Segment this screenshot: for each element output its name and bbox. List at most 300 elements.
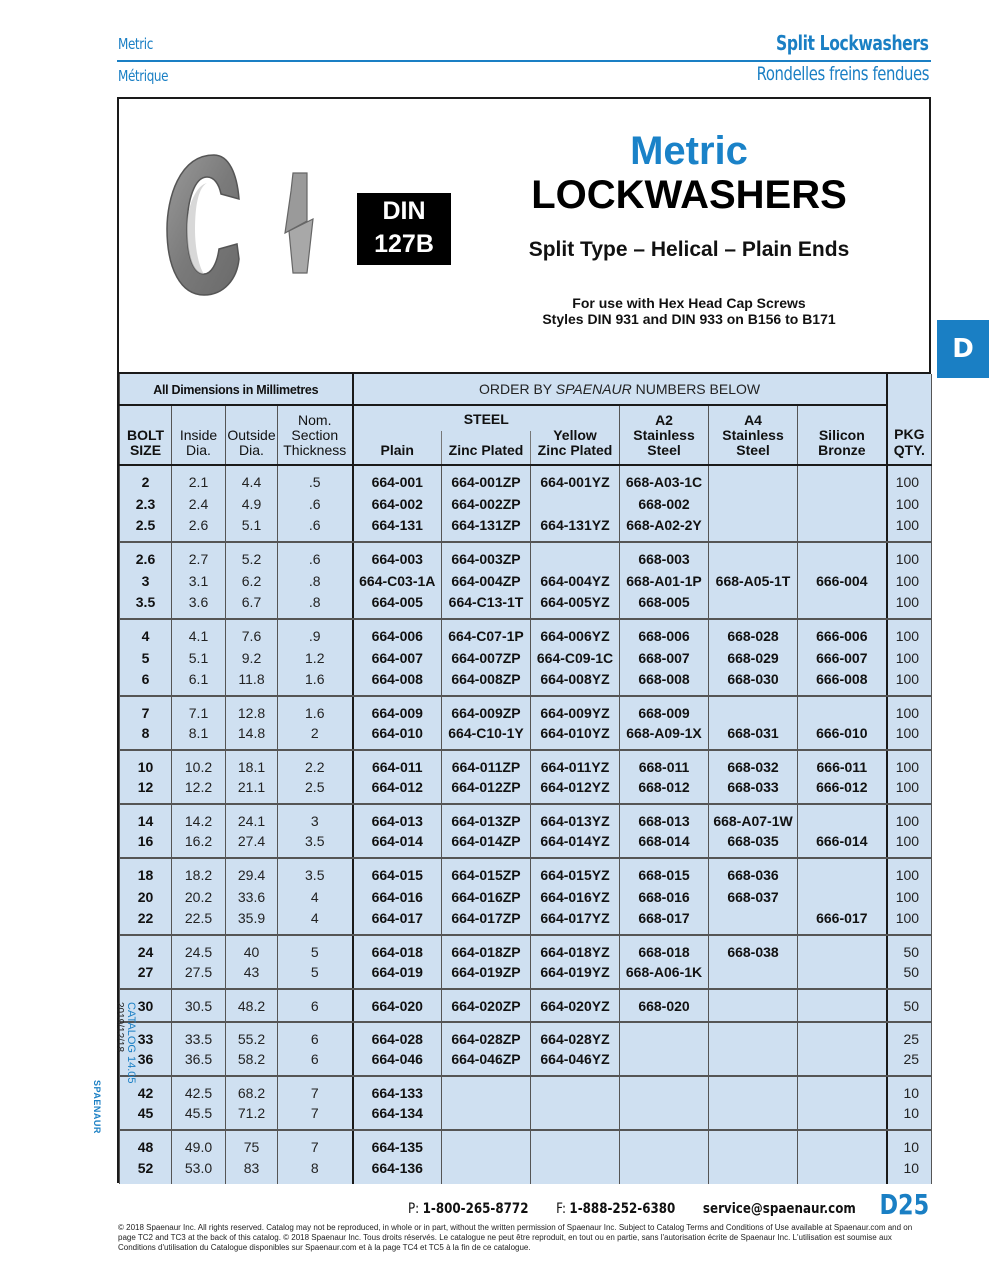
spaenaur-logo: SPAENAUR — [92, 1080, 102, 1134]
cell-steel-zinc: 664-009ZP — [442, 696, 531, 723]
cell-a4-stainless — [709, 1049, 798, 1076]
cell-thickness: 1.6 — [278, 696, 353, 723]
cell-thickness: 2 — [278, 723, 353, 750]
cell-thickness: 5 — [278, 962, 353, 989]
cell-steel-yellow-zinc: 664-017YZ — [531, 908, 620, 935]
page-number: D25 — [879, 1188, 929, 1221]
cell-a2-stainless — [620, 1049, 709, 1076]
cell-pkg-qty: 100 — [887, 592, 932, 619]
cell-bolt-size: 2 — [120, 465, 172, 492]
cell-a4-stainless — [709, 696, 798, 723]
cell-thickness: 2.5 — [278, 777, 353, 804]
table-row — [120, 592, 932, 619]
cell-steel-zinc — [442, 1076, 531, 1103]
cell-outside-dia: 14.8 — [226, 723, 278, 750]
cell-steel-plain: 664-019 — [353, 962, 442, 989]
cell-outside-dia: 43 — [226, 962, 278, 989]
cell-inside-dia: 2.7 — [172, 542, 226, 569]
cell-steel-zinc: 664-C10-1Y — [442, 723, 531, 750]
cell-inside-dia: 27.5 — [172, 962, 226, 989]
din-label: DIN — [382, 197, 426, 225]
cell-steel-plain: 664-131 — [353, 515, 442, 542]
cell-pkg-qty: 100 — [887, 492, 932, 515]
cell-thickness: 4 — [278, 885, 353, 908]
cell-bolt-size: 3 — [120, 569, 172, 592]
cell-bolt-size: 36 — [120, 1049, 172, 1076]
cell-steel-zinc: 664-002ZP — [442, 492, 531, 515]
cell-thickness: .8 — [278, 592, 353, 619]
cell-steel-plain: 664-015 — [353, 858, 442, 885]
table-row — [120, 1049, 932, 1076]
cell-a4-stainless — [709, 492, 798, 515]
cell-steel-zinc: 664-015ZP — [442, 858, 531, 885]
cell-a4-stainless — [709, 908, 798, 935]
cell-steel-yellow-zinc: 664-020YZ — [531, 989, 620, 1022]
cell-thickness: 6 — [278, 1022, 353, 1049]
cell-inside-dia: 49.0 — [172, 1130, 226, 1157]
cell-a4-stainless: 668-A05-1T — [709, 569, 798, 592]
cell-steel-zinc: 664-020ZP — [442, 989, 531, 1022]
cell-a2-stainless — [620, 1157, 709, 1184]
email-link[interactable]: service@spaenaur.com — [702, 1201, 856, 1217]
cell-steel-zinc: 664-019ZP — [442, 962, 531, 989]
cell-silicon-bronze — [798, 1103, 887, 1130]
cell-outside-dia: 35.9 — [226, 908, 278, 935]
cell-steel-zinc: 664-131ZP — [442, 515, 531, 542]
legal-notice: © 2018 Spaenaur Inc. All rights reserved. Catalog may not be reproduced, in whole or in part, without the written permission of Spaenaur Inc. Subject to Catalog Terms and Conditions of Use available at Spaenaur.com and on page TC2 and TC3 at the back of this catalog. © 2018 Spaenaur Inc. Tous droits réservés. Le catalogue ne peut être reproduit, en tout ou en partie, sans l'autorisation écrite de Spaenaur Inc. L'utilisation est soumise aux Conditions d'utilisation du Catalogue disponibles sur Spaenaur.com et à la page TC4 et TC5 à la fin de ce catalogue. — [118, 1223, 913, 1252]
table-row — [120, 696, 932, 723]
cell-pkg-qty: 100 — [887, 858, 932, 885]
cell-steel-zinc: 664-001ZP — [442, 465, 531, 492]
cell-silicon-bronze — [798, 1022, 887, 1049]
cell-steel-yellow-zinc: 664-028YZ — [531, 1022, 620, 1049]
cell-steel-yellow-zinc: 664-C09-1C — [531, 646, 620, 669]
cell-outside-dia: 9.2 — [226, 646, 278, 669]
col-outside-dia: Outside Dia. — [226, 405, 278, 465]
cell-steel-yellow-zinc: 664-046YZ — [531, 1049, 620, 1076]
cell-steel-yellow-zinc — [531, 542, 620, 569]
cell-pkg-qty: 100 — [887, 542, 932, 569]
cell-steel-yellow-zinc: 664-014YZ — [531, 831, 620, 858]
cell-a2-stainless: 668-A02-2Y — [620, 515, 709, 542]
cell-pkg-qty: 100 — [887, 885, 932, 908]
order-by-header: ORDER BY SPAENAUR NUMBERS BELOW — [353, 374, 887, 405]
cell-inside-dia: 30.5 — [172, 989, 226, 1022]
cell-a2-stainless: 668-003 — [620, 542, 709, 569]
catalog-number: CATALOG 14.05 — [125, 1002, 137, 1084]
cell-steel-yellow-zinc: 664-012YZ — [531, 777, 620, 804]
phone[interactable]: P: 1-800-265-8772 — [408, 1201, 529, 1217]
cell-bolt-size: 4 — [120, 619, 172, 646]
cell-outside-dia: 12.8 — [226, 696, 278, 723]
cell-silicon-bronze — [798, 542, 887, 569]
cell-a2-stainless: 668-A03-1C — [620, 465, 709, 492]
cell-bolt-size: 33 — [120, 1022, 172, 1049]
header-section-title-fr: Rondelles freins fendues — [756, 63, 929, 85]
cell-a2-stainless: 668-A06-1K — [620, 962, 709, 989]
cell-inside-dia: 6.1 — [172, 669, 226, 696]
usage-line-1: For use with Hex Head Cap Screws — [572, 295, 806, 311]
header-metric-en: Metric — [118, 35, 153, 53]
cell-steel-plain: 664-008 — [353, 669, 442, 696]
dimensions-header: All Dimensions in Millimetres — [120, 374, 353, 405]
cell-pkg-qty: 50 — [887, 989, 932, 1022]
cell-a2-stainless: 668-009 — [620, 696, 709, 723]
col-bolt-size: BOLT SIZE — [120, 405, 172, 465]
cell-bolt-size: 6 — [120, 669, 172, 696]
cell-bolt-size: 7 — [120, 696, 172, 723]
cell-a4-stainless — [709, 1130, 798, 1157]
cell-pkg-qty: 100 — [887, 619, 932, 646]
cell-outside-dia: 58.2 — [226, 1049, 278, 1076]
cell-a4-stainless: 668-035 — [709, 831, 798, 858]
title-panel — [119, 99, 929, 374]
cell-silicon-bronze — [798, 885, 887, 908]
cell-steel-plain: 664-136 — [353, 1157, 442, 1184]
cell-steel-plain: 664-007 — [353, 646, 442, 669]
cell-steel-yellow-zinc: 664-018YZ — [531, 935, 620, 962]
table-row — [120, 989, 932, 1022]
cell-thickness: 6 — [278, 1049, 353, 1076]
cell-thickness: 7 — [278, 1130, 353, 1157]
cell-pkg-qty: 100 — [887, 723, 932, 750]
cell-bolt-size: 52 — [120, 1157, 172, 1184]
cell-thickness: 1.2 — [278, 646, 353, 669]
cell-steel-plain: 664-046 — [353, 1049, 442, 1076]
cell-steel-plain: 664-016 — [353, 885, 442, 908]
cell-thickness: 6 — [278, 989, 353, 1022]
col-a4-stainless: A4 Stainless Steel — [709, 405, 798, 465]
cell-inside-dia: 2.1 — [172, 465, 226, 492]
usage-line-2: Styles DIN 931 and DIN 933 on B156 to B171 — [542, 311, 836, 327]
cell-thickness: .6 — [278, 542, 353, 569]
cell-pkg-qty: 10 — [887, 1076, 932, 1103]
cell-pkg-qty: 50 — [887, 935, 932, 962]
cell-bolt-size: 48 — [120, 1130, 172, 1157]
table-row — [120, 858, 932, 885]
cell-bolt-size: 20 — [120, 885, 172, 908]
cell-a2-stainless: 668-002 — [620, 492, 709, 515]
table-row — [120, 777, 932, 804]
cell-silicon-bronze: 666-011 — [798, 750, 887, 777]
cell-outside-dia: 5.2 — [226, 542, 278, 569]
cell-bolt-size: 42 — [120, 1076, 172, 1103]
cell-pkg-qty: 50 — [887, 962, 932, 989]
cell-silicon-bronze — [798, 858, 887, 885]
cell-pkg-qty: 100 — [887, 750, 932, 777]
cell-inside-dia: 14.2 — [172, 804, 226, 831]
cell-silicon-bronze — [798, 492, 887, 515]
cell-outside-dia: 55.2 — [226, 1022, 278, 1049]
spec-table-body — [120, 465, 932, 1184]
cell-thickness: .6 — [278, 515, 353, 542]
cell-pkg-qty: 100 — [887, 696, 932, 723]
cell-outside-dia: 71.2 — [226, 1103, 278, 1130]
cell-pkg-qty: 100 — [887, 465, 932, 492]
cell-steel-yellow-zinc: 664-011YZ — [531, 750, 620, 777]
cell-pkg-qty: 100 — [887, 669, 932, 696]
cell-inside-dia: 2.6 — [172, 515, 226, 542]
cell-steel-zinc: 664-007ZP — [442, 646, 531, 669]
title-metric: Metric — [630, 129, 748, 173]
cell-pkg-qty: 100 — [887, 908, 932, 935]
cell-inside-dia: 8.1 — [172, 723, 226, 750]
cell-silicon-bronze: 666-007 — [798, 646, 887, 669]
col-steel-plain: Plain — [353, 431, 442, 465]
table-row — [120, 1076, 932, 1103]
cell-a4-stainless: 668-028 — [709, 619, 798, 646]
cell-steel-zinc: 664-017ZP — [442, 908, 531, 935]
cell-a2-stainless: 668-A01-1P — [620, 569, 709, 592]
cell-steel-yellow-zinc — [531, 1157, 620, 1184]
cell-bolt-size: 27 — [120, 962, 172, 989]
cell-steel-zinc: 664-008ZP — [442, 669, 531, 696]
cell-steel-plain: 664-134 — [353, 1103, 442, 1130]
cell-a2-stainless — [620, 1103, 709, 1130]
cell-thickness: 2.2 — [278, 750, 353, 777]
cell-steel-plain: 664-005 — [353, 592, 442, 619]
cell-inside-dia: 20.2 — [172, 885, 226, 908]
cell-inside-dia: 3.1 — [172, 569, 226, 592]
cell-inside-dia: 16.2 — [172, 831, 226, 858]
cell-inside-dia: 53.0 — [172, 1157, 226, 1184]
table-row — [120, 804, 932, 831]
cell-steel-zinc — [442, 1130, 531, 1157]
table-row — [120, 619, 932, 646]
table-row — [120, 1103, 932, 1130]
cell-a2-stainless: 668-018 — [620, 935, 709, 962]
cell-a4-stainless: 668-030 — [709, 669, 798, 696]
cell-bolt-size: 30 — [120, 989, 172, 1022]
cell-silicon-bronze: 666-014 — [798, 831, 887, 858]
cell-a4-stainless — [709, 542, 798, 569]
din-number: 127B — [374, 230, 434, 258]
split-washer-front-icon — [159, 149, 249, 299]
cell-steel-zinc: 664-004ZP — [442, 569, 531, 592]
col-inside-dia: Inside Dia. — [172, 405, 226, 465]
header-section-title-en: Split Lockwashers — [776, 31, 929, 55]
cell-pkg-qty: 100 — [887, 646, 932, 669]
cell-steel-yellow-zinc: 664-001YZ — [531, 465, 620, 492]
cell-outside-dia: 48.2 — [226, 989, 278, 1022]
cell-a4-stainless — [709, 465, 798, 492]
table-row — [120, 1130, 932, 1157]
table-row — [120, 831, 932, 858]
cell-outside-dia: 6.7 — [226, 592, 278, 619]
table-row — [120, 515, 932, 542]
cell-steel-plain: 664-003 — [353, 542, 442, 569]
cell-thickness: .6 — [278, 492, 353, 515]
cell-bolt-size: 2.6 — [120, 542, 172, 569]
catalog-date: 2019/12/18 — [114, 1002, 125, 1053]
cell-steel-yellow-zinc: 664-013YZ — [531, 804, 620, 831]
cell-outside-dia: 7.6 — [226, 619, 278, 646]
cell-thickness: 5 — [278, 935, 353, 962]
table-row — [120, 1022, 932, 1049]
cell-thickness: 3.5 — [278, 831, 353, 858]
cell-a2-stainless: 668-015 — [620, 858, 709, 885]
table-row — [120, 542, 932, 569]
cell-silicon-bronze: 666-017 — [798, 908, 887, 935]
cell-a2-stainless: 668-A09-1X — [620, 723, 709, 750]
cell-inside-dia: 22.5 — [172, 908, 226, 935]
cell-steel-yellow-zinc — [531, 1130, 620, 1157]
cell-silicon-bronze — [798, 1157, 887, 1184]
cell-inside-dia: 7.1 — [172, 696, 226, 723]
cell-inside-dia: 3.6 — [172, 592, 226, 619]
cell-outside-dia: 29.4 — [226, 858, 278, 885]
cell-steel-plain: 664-012 — [353, 777, 442, 804]
cell-bolt-size: 10 — [120, 750, 172, 777]
cell-steel-plain: 664-C03-1A — [353, 569, 442, 592]
cell-steel-zinc: 664-028ZP — [442, 1022, 531, 1049]
cell-outside-dia: 5.1 — [226, 515, 278, 542]
cell-steel-yellow-zinc — [531, 1076, 620, 1103]
cell-steel-plain: 664-028 — [353, 1022, 442, 1049]
cell-steel-yellow-zinc: 664-019YZ — [531, 962, 620, 989]
table-row — [120, 465, 932, 492]
cell-steel-plain: 664-002 — [353, 492, 442, 515]
table-row — [120, 723, 932, 750]
cell-steel-plain: 664-001 — [353, 465, 442, 492]
cell-pkg-qty: 100 — [887, 804, 932, 831]
cell-steel-yellow-zinc: 664-004YZ — [531, 569, 620, 592]
col-steel-zinc: Zinc Plated — [442, 431, 531, 465]
cell-bolt-size: 18 — [120, 858, 172, 885]
cell-a4-stainless: 668-029 — [709, 646, 798, 669]
cell-thickness: .9 — [278, 619, 353, 646]
cell-pkg-qty: 100 — [887, 777, 932, 804]
cell-a2-stainless: 668-011 — [620, 750, 709, 777]
cell-outside-dia: 4.4 — [226, 465, 278, 492]
cell-inside-dia: 5.1 — [172, 646, 226, 669]
split-washer-side-icon — [279, 171, 319, 281]
cell-silicon-bronze — [798, 1049, 887, 1076]
cell-bolt-size: 16 — [120, 831, 172, 858]
cell-steel-zinc: 664-C07-1P — [442, 619, 531, 646]
cell-inside-dia: 36.5 — [172, 1049, 226, 1076]
cell-inside-dia: 12.2 — [172, 777, 226, 804]
cell-inside-dia: 18.2 — [172, 858, 226, 885]
cell-bolt-size: 5 — [120, 646, 172, 669]
cell-silicon-bronze: 666-008 — [798, 669, 887, 696]
cell-a4-stainless: 668-036 — [709, 858, 798, 885]
cell-pkg-qty: 100 — [887, 515, 932, 542]
cell-a2-stainless: 668-016 — [620, 885, 709, 908]
cell-silicon-bronze: 666-012 — [798, 777, 887, 804]
table-row — [120, 935, 932, 962]
cell-steel-yellow-zinc: 664-016YZ — [531, 885, 620, 908]
cell-a4-stainless: 668-037 — [709, 885, 798, 908]
cell-a4-stainless: 668-031 — [709, 723, 798, 750]
cell-outside-dia: 75 — [226, 1130, 278, 1157]
cell-steel-zinc: 664-C13-1T — [442, 592, 531, 619]
table-row — [120, 492, 932, 515]
lockwasher-spec-table — [119, 374, 932, 1184]
cell-steel-zinc: 664-016ZP — [442, 885, 531, 908]
cell-outside-dia: 4.9 — [226, 492, 278, 515]
table-row — [120, 646, 932, 669]
cell-outside-dia: 6.2 — [226, 569, 278, 592]
cell-thickness: 3.5 — [278, 858, 353, 885]
cell-steel-zinc — [442, 1103, 531, 1130]
cell-silicon-bronze — [798, 1076, 887, 1103]
catalog-version-label — [113, 1002, 137, 1142]
cell-a4-stainless: 668-032 — [709, 750, 798, 777]
contact-info — [408, 1201, 856, 1217]
header-metric-fr: Métrique — [118, 67, 169, 85]
cell-outside-dia: 33.6 — [226, 885, 278, 908]
cell-steel-plain: 664-014 — [353, 831, 442, 858]
table-row — [120, 669, 932, 696]
cell-steel-yellow-zinc: 664-006YZ — [531, 619, 620, 646]
section-tab-d[interactable]: D — [937, 320, 989, 378]
col-silicon-bronze: Silicon Bronze — [798, 405, 887, 465]
cell-a2-stainless — [620, 1130, 709, 1157]
cell-thickness: 1.6 — [278, 669, 353, 696]
cell-a4-stainless: 668-A07-1W — [709, 804, 798, 831]
cell-steel-zinc — [442, 1157, 531, 1184]
cell-steel-plain: 664-009 — [353, 696, 442, 723]
cell-steel-zinc: 664-046ZP — [442, 1049, 531, 1076]
cell-silicon-bronze: 666-004 — [798, 569, 887, 592]
cell-bolt-size: 12 — [120, 777, 172, 804]
cell-a4-stainless — [709, 1157, 798, 1184]
cell-a2-stainless: 668-017 — [620, 908, 709, 935]
cell-pkg-qty: 10 — [887, 1130, 932, 1157]
cell-thickness: .8 — [278, 569, 353, 592]
cell-outside-dia: 24.1 — [226, 804, 278, 831]
cell-outside-dia: 40 — [226, 935, 278, 962]
cell-bolt-size: 45 — [120, 1103, 172, 1130]
cell-silicon-bronze — [798, 962, 887, 989]
cell-steel-yellow-zinc: 664-015YZ — [531, 858, 620, 885]
fax: F: 1-888-252-6380 — [556, 1201, 676, 1217]
product-frame — [117, 97, 931, 1183]
cell-outside-dia: 21.1 — [226, 777, 278, 804]
cell-steel-plain: 664-010 — [353, 723, 442, 750]
cell-outside-dia: 68.2 — [226, 1076, 278, 1103]
cell-steel-yellow-zinc: 664-005YZ — [531, 592, 620, 619]
cell-a2-stainless — [620, 1022, 709, 1049]
table-row — [120, 885, 932, 908]
cell-thickness: 4 — [278, 908, 353, 935]
cell-steel-yellow-zinc — [531, 1103, 620, 1130]
cell-outside-dia: 18.1 — [226, 750, 278, 777]
cell-bolt-size: 3.5 — [120, 592, 172, 619]
cell-a4-stainless — [709, 515, 798, 542]
cell-inside-dia: 2.4 — [172, 492, 226, 515]
usage-note — [499, 295, 879, 327]
cell-bolt-size: 8 — [120, 723, 172, 750]
cell-steel-yellow-zinc — [531, 492, 620, 515]
cell-steel-yellow-zinc: 664-010YZ — [531, 723, 620, 750]
cell-steel-zinc: 664-011ZP — [442, 750, 531, 777]
cell-thickness: 7 — [278, 1076, 353, 1103]
cell-steel-plain: 664-135 — [353, 1130, 442, 1157]
cell-pkg-qty: 10 — [887, 1157, 932, 1184]
cell-steel-plain: 664-018 — [353, 935, 442, 962]
cell-bolt-size: 2.3 — [120, 492, 172, 515]
cell-steel-yellow-zinc: 664-131YZ — [531, 515, 620, 542]
cell-a4-stainless — [709, 1076, 798, 1103]
cell-a2-stainless: 668-013 — [620, 804, 709, 831]
cell-bolt-size: 14 — [120, 804, 172, 831]
cell-steel-zinc: 664-003ZP — [442, 542, 531, 569]
cell-bolt-size: 24 — [120, 935, 172, 962]
cell-silicon-bronze — [798, 696, 887, 723]
cell-steel-plain: 664-013 — [353, 804, 442, 831]
